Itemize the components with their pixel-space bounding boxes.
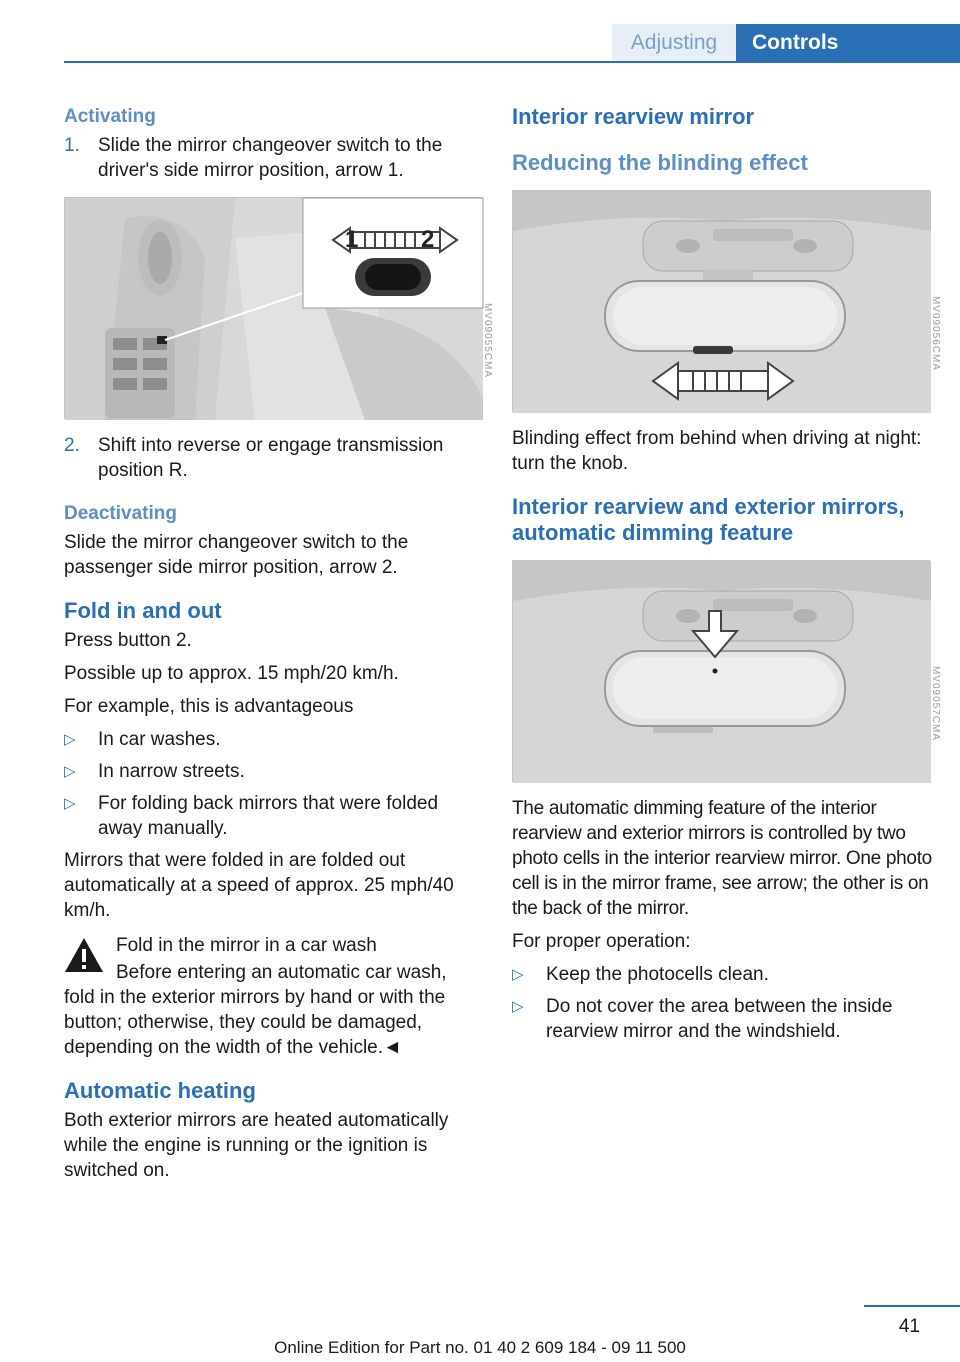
- list-item-text: In car washes.: [98, 729, 221, 750]
- warning-title: Fold in the mirror in a car wash: [116, 935, 377, 956]
- list-item: [512, 962, 932, 987]
- fold-text-4: Mirrors that were folded in are folded out automatically at a speed of approx. 25 mph/40 km/h.: [64, 850, 454, 921]
- mirror-switch-illustration: [65, 198, 483, 420]
- mirror-knob-illustration: [513, 191, 931, 413]
- figure-mirror-photocell: [512, 560, 941, 782]
- list-item: [64, 791, 482, 841]
- list-item: [512, 994, 932, 1044]
- triangle-bullet-icon: ▷: [64, 795, 76, 812]
- header-rule: [64, 61, 960, 63]
- fold-text-3: For example, this is advantageous: [64, 696, 354, 717]
- triangle-bullet-icon: ▷: [512, 966, 524, 983]
- list-item: [64, 759, 482, 784]
- step-2: [64, 433, 482, 483]
- warning-text-first: Before entering an automatic car wash,: [116, 962, 447, 983]
- interior-mirror-heading: Interior rearview mirror: [512, 104, 755, 129]
- step-text: Slide the mirror changeover switch to the driver's side mirror position, arrow 1.: [98, 135, 443, 181]
- footer-edition: Online Edition for Part no. 01 40 2 609 184 - 09 11 500: [274, 1338, 686, 1357]
- warning-block: [64, 933, 482, 1060]
- right-column: [512, 100, 941, 1051]
- blinding-text: Blinding effect from behind when driving at night: turn the knob.: [512, 428, 922, 474]
- triangle-bullet-icon: ▷: [64, 731, 76, 748]
- heating-heading: Automatic heating: [64, 1078, 256, 1103]
- figure-code: MV09055CMA: [482, 302, 493, 378]
- triangle-bullet-icon: ▷: [512, 998, 524, 1015]
- figure-mirror-switch: [64, 197, 493, 419]
- figure-mirror-knob: [512, 190, 941, 412]
- header-tab-adjusting[interactable]: Adjusting: [612, 24, 736, 61]
- list-item-text: Keep the photocells clean.: [546, 964, 769, 985]
- activating-heading: Activating: [64, 106, 156, 127]
- page-number: 41: [898, 1316, 920, 1337]
- header-tab-controls[interactable]: Controls: [736, 24, 960, 63]
- list-item-text: Do not cover the area between the inside rearview mirror and the windshield.: [546, 996, 893, 1042]
- dimming-text: The automatic dimming feature of the interior rearview and exterior mirrors is controlled by two photo cells in the interior rearview mirror. One photo cell is in the mirror frame, see arrow; the other is on the back of the mirror.: [512, 798, 932, 919]
- footer-rule: [864, 1305, 960, 1307]
- fold-text-1: Press button 2.: [64, 630, 192, 651]
- figure-code: MV09056CMA: [930, 295, 941, 371]
- fig1-label-1: 1: [345, 226, 359, 253]
- warning-triangle-icon: [64, 937, 104, 973]
- fold-text-2: Possible up to approx. 15 mph/20 km/h.: [64, 663, 399, 684]
- dimming-heading: Interior rearview and exterior mirrors, automatic dimming feature: [512, 494, 905, 545]
- step-text: Shift into reverse or engage transmission position R.: [98, 435, 444, 481]
- list-item: [64, 727, 482, 752]
- blinding-heading: Reducing the blinding effect: [512, 150, 808, 175]
- fig1-label-2: 2: [421, 226, 435, 253]
- deactivating-heading: Deactivating: [64, 503, 177, 524]
- step-number: 1.: [64, 135, 80, 156]
- left-column: [64, 100, 493, 1191]
- triangle-bullet-icon: ▷: [64, 763, 76, 780]
- fold-heading: Fold in and out: [64, 598, 222, 623]
- warning-text-rest: fold in the exterior mirrors by hand or with the button; otherwise, they could be damaged, depending on the width of the vehicle.◄: [64, 987, 446, 1058]
- figure-code: MV09057CMA: [930, 665, 941, 741]
- step-1: [64, 133, 482, 183]
- mirror-photocell-illustration: [513, 561, 931, 783]
- list-item-text: In narrow streets.: [98, 761, 245, 782]
- step-number: 2.: [64, 435, 80, 456]
- deactivating-text: Slide the mirror changeover switch to the passenger side mirror position, arrow 2.: [64, 532, 409, 578]
- operation-text: For proper operation:: [512, 931, 691, 952]
- list-item-text: For folding back mirrors that were folded away manually.: [98, 793, 439, 839]
- heating-text: Both exterior mirrors are heated automatically while the engine is running or the ignition is switched on.: [64, 1110, 449, 1181]
